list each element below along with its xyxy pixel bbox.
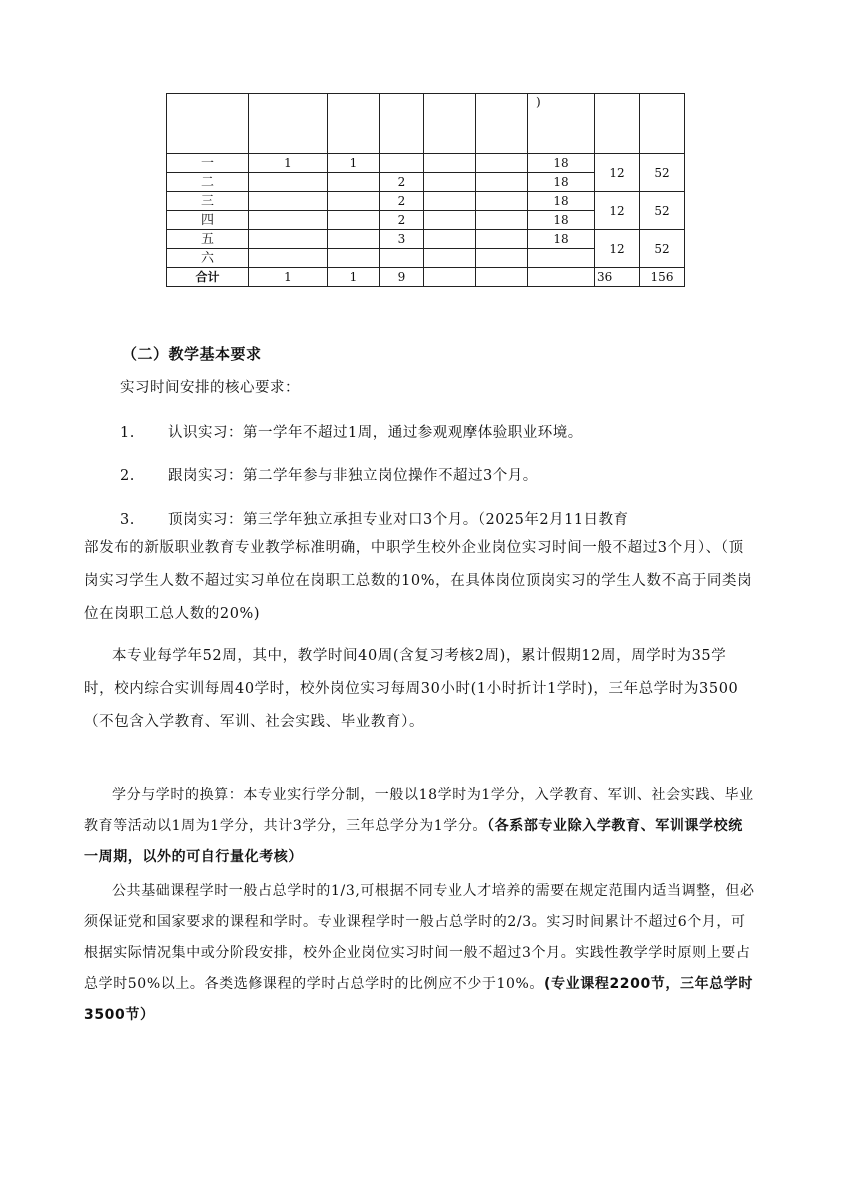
public-course-paragraph [84,876,756,1031]
table-cell: 2 [380,173,424,192]
table-cell [424,268,476,287]
table-cell: 3 [380,230,424,249]
table-cell [640,94,685,154]
table-cell [595,94,640,154]
table-cell [476,211,528,230]
table-row [167,192,685,211]
semester-cell: 二 [167,173,249,192]
table-cell [424,173,476,192]
table-cell: 18 [528,211,595,230]
credit-paragraph [84,780,756,873]
table-header-row [167,94,685,154]
list-item-number: 3. [120,512,135,528]
list-item-number: 2. [120,468,135,484]
list-item [120,464,538,485]
table-cell [476,192,528,211]
table-cell [328,192,380,211]
table-cell [424,249,476,268]
credit-paragraph-text: 学分与学时的换算：本专业实行学分制，一般以18学时为1学分，入学教育、军训、社会实践、毕业教育等活动以1周为1学分，共计3学分，三年总学分为1学分。 [84,787,754,834]
table-cell [424,230,476,249]
holiday-total-cell: 36 [595,268,640,287]
holiday-cell: 12 [595,192,640,230]
holiday-cell: 12 [595,154,640,192]
total-weeks-cell: 52 [640,192,685,230]
table-cell [249,249,328,268]
table-cell [528,268,595,287]
list-item-text: 认识实习：第一学年不超过1周，通过参观观摩体验职业环境。 [168,425,583,441]
table-cell: 2 [380,192,424,211]
schedule-table [166,93,685,287]
table-total-row [167,268,685,287]
public-course-text: 公共基础课程学时一般占总学时的1/3,可根据不同专业人才培养的需要在规定范围内适当调整，但必须保证党和国家要求的课程和学时。专业课程学时一般占总学时的2/3。实习时间累计不超过6个月，可根据实际情况集中或分阶段安排，校外企业岗位实习时间一般不超过3个月。实践性教学学时原则上要占总学时50%以上。各类选修课程的学时占总学时的比例应不少于10%。 [84,883,755,992]
table-cell [328,249,380,268]
table-row [167,230,685,249]
table-cell [476,249,528,268]
list-item [120,421,583,442]
list-item [120,508,629,529]
schedule-table-wrapper [166,93,685,287]
table-cell: 9 [380,268,424,287]
table-cell [476,154,528,173]
list-item-text: 跟岗实习：第二学年参与非独立岗位操作不超过3个月。 [168,468,538,484]
table-cell: 18 [528,192,595,211]
table-cell [328,230,380,249]
table-cell [328,94,380,154]
semester-cell: 一 [167,154,249,173]
list-item-continuation: 部发布的新版职业教育专业教学标准明确，中职学生校外企业岗位实习时间一般不超过3个月）、（顶岗实习学生人数不超过实习单位在岗职工总数的10%，在具体岗位顶岗实习的学生人数不高于同类岗位在岗职工总人数的20%) [84,540,753,622]
table-cell: 1 [328,154,380,173]
hours-paragraph [84,640,756,739]
table-cell: ) [528,94,595,154]
table-cell [424,154,476,173]
total-label-cell: 合计 [167,268,249,287]
holiday-cell: 12 [595,230,640,268]
credit-paragraph-note: （各系部专业除入学教育、军训课学校统一周期，以外的可自行量化考核） [84,818,743,865]
table-cell [249,94,328,154]
table-cell [249,192,328,211]
table-cell [528,249,595,268]
table-cell [328,173,380,192]
table-cell [380,154,424,173]
total-weeks-cell: 52 [640,230,685,268]
table-cell [424,211,476,230]
table-cell [380,94,424,154]
list-item-number: 1. [120,425,135,441]
hours-paragraph-text: 本专业每学年52周，其中，教学时间40周(含复习考核2周)，累计假期12周，周学时为35学时，校内综合实训每周40学时，校外岗位实习每周30小时(1小时折计1学时)，三年总学时为3500（不包含入学教育、军训、社会实践、毕业教育）。 [84,648,739,730]
table-cell [476,268,528,287]
table-cell: 2 [380,211,424,230]
table-cell: 1 [249,268,328,287]
table-cell: 18 [528,173,595,192]
semester-cell: 六 [167,249,249,268]
table-cell [476,173,528,192]
table-cell [249,173,328,192]
table-cell [167,94,249,154]
intro-text: 实习时间安排的核心要求： [120,380,300,396]
table-cell: 18 [528,230,595,249]
section-heading: （二）教学基本要求 [122,345,262,363]
table-cell [380,249,424,268]
table-cell [249,230,328,249]
table-cell [328,211,380,230]
list-item-text: 顶岗实习：第三学年独立承担专业对口3个月。（2025年2月11日教育 [168,512,629,528]
table-row [167,154,685,173]
total-weeks-cell: 52 [640,154,685,192]
table-cell [249,211,328,230]
semester-cell: 四 [167,211,249,230]
table-cell [476,230,528,249]
total-weeks-sum-cell: 156 [640,268,685,287]
table-cell: 1 [249,154,328,173]
semester-cell: 三 [167,192,249,211]
semester-cell: 五 [167,230,249,249]
table-cell [476,94,528,154]
public-course-note: (专业课程2200节，三年总学时3500节） [84,976,754,1023]
table-cell [424,94,476,154]
table-cell [424,192,476,211]
table-cell: 18 [528,154,595,173]
table-cell: 1 [328,268,380,287]
